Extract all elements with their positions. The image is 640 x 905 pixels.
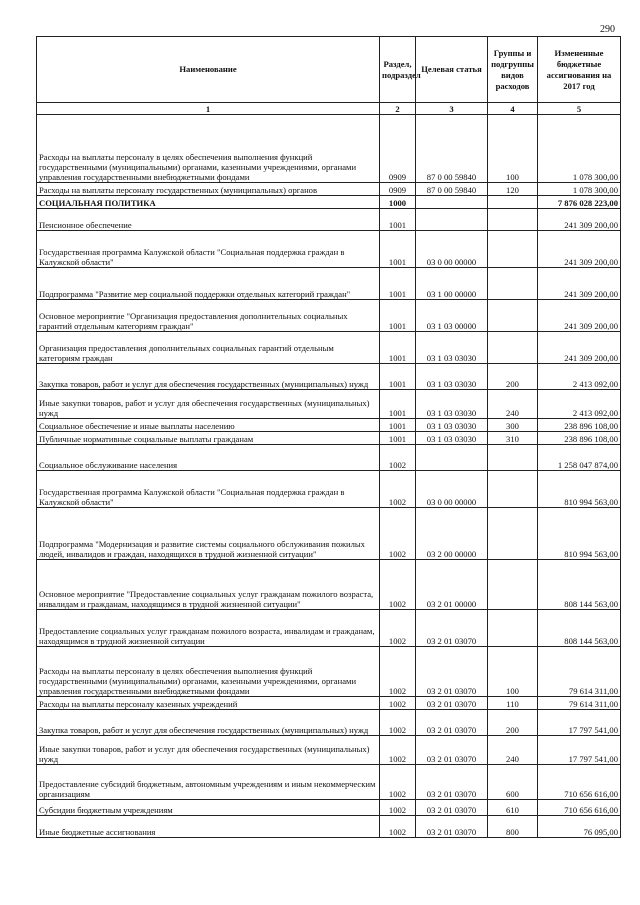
target-cell [416,209,488,231]
amount-cell: 79 614 311,00 [538,697,621,710]
amount-cell: 79 614 311,00 [538,647,621,697]
header-section: Раздел, подраздел [380,37,416,103]
name-cell: Предоставление социальных услуг гражданам пожилого возраста, инвалидам и гражданам, находящимся в трудной жизненной ситуации [37,610,380,647]
table-row [37,710,621,736]
name-cell: Основное мероприятие "Предоставление социальных услуг гражданам пожилого возраста, инвалидам и гражданам, находящимся в трудной жизненной ситуации" [37,560,380,610]
name-cell: Иные закупки товаров, работ и услуг для обеспечения государственных (муниципальных) нужд [37,736,380,765]
amount-cell: 2 413 092,00 [538,364,621,390]
amount-cell: 1 078 300,00 [538,183,621,196]
amount-cell: 17 797 541,00 [538,710,621,736]
target-cell: 03 2 00 00000 [416,508,488,560]
section-cell: 1002 [380,800,416,816]
column-number: 2 [380,103,416,115]
amount-cell: 7 876 028 223,00 [538,196,621,209]
group-cell: 610 [488,800,538,816]
table-row [37,816,621,838]
table-row [37,268,621,300]
table-row [37,196,621,209]
section-cell: 1002 [380,508,416,560]
amount-cell: 710 656 616,00 [538,765,621,800]
target-cell: 03 2 01 03070 [416,765,488,800]
group-cell [488,231,538,268]
section-cell: 1002 [380,471,416,508]
section-cell: 1002 [380,560,416,610]
amount-cell: 241 309 200,00 [538,231,621,268]
amount-cell: 238 896 108,00 [538,419,621,432]
name-cell: Субсидии бюджетным учреждениям [37,800,380,816]
name-cell: Расходы на выплаты персоналу в целях обеспечения выполнения функций государственными (муниципальными) органами, казенными учреждениями, органами управления государственными внебюджетными фондами [37,647,380,697]
group-cell: 200 [488,364,538,390]
section-cell: 1002 [380,736,416,765]
name-cell: Расходы на выплаты персоналу казенных учреждений [37,697,380,710]
table-row [37,736,621,765]
name-cell: Социальное обеспечение и иные выплаты населению [37,419,380,432]
group-cell [488,300,538,332]
target-cell: 03 0 00 00000 [416,231,488,268]
group-cell [488,445,538,471]
column-number: 3 [416,103,488,115]
group-cell [488,332,538,364]
target-cell: 03 1 03 00000 [416,300,488,332]
group-cell [488,268,538,300]
amount-cell: 810 994 563,00 [538,471,621,508]
section-cell: 1000 [380,196,416,209]
name-cell: Пенсионное обеспечение [37,209,380,231]
budget-table [36,36,621,838]
name-cell: СОЦИАЛЬНАЯ ПОЛИТИКА [37,196,380,209]
group-cell: 110 [488,697,538,710]
target-cell: 87 0 00 59840 [416,115,488,183]
amount-cell: 808 144 563,00 [538,610,621,647]
amount-cell: 2 413 092,00 [538,390,621,419]
group-cell: 600 [488,765,538,800]
target-cell: 03 2 01 03070 [416,710,488,736]
name-cell: Закупка товаров, работ и услуг для обеспечения государственных (муниципальных) нужд [37,710,380,736]
group-cell [488,196,538,209]
section-cell: 1001 [380,432,416,445]
group-cell [488,471,538,508]
name-cell: Публичные нормативные социальные выплаты гражданам [37,432,380,445]
amount-cell: 1 258 047 874,00 [538,445,621,471]
table-row [37,508,621,560]
amount-cell: 238 896 108,00 [538,432,621,445]
header-target: Целевая статья [416,37,488,103]
section-cell: 1001 [380,364,416,390]
section-cell: 1001 [380,419,416,432]
name-cell: Подпрограмма "Развитие мер социальной поддержки отдельных категорий граждан" [37,268,380,300]
table-row [37,231,621,268]
target-cell: 87 0 00 59840 [416,183,488,196]
target-cell: 03 1 03 03030 [416,390,488,419]
section-cell: 1001 [380,209,416,231]
amount-cell: 1 078 300,00 [538,115,621,183]
table-row [37,471,621,508]
table-row [37,364,621,390]
section-cell: 1001 [380,300,416,332]
name-cell: Организация предоставления дополнительных социальных гарантий отдельным категориям граждан [37,332,380,364]
table-row [37,560,621,610]
table-row [37,445,621,471]
table-row [37,332,621,364]
target-cell: 03 1 00 00000 [416,268,488,300]
page-number: 290 [600,24,615,35]
table-row [37,390,621,419]
target-cell: 03 1 03 03030 [416,419,488,432]
target-cell: 03 2 01 03070 [416,610,488,647]
section-cell: 1002 [380,765,416,800]
group-cell [488,610,538,647]
amount-cell: 808 144 563,00 [538,560,621,610]
group-cell [488,508,538,560]
section-cell: 1002 [380,445,416,471]
group-cell [488,209,538,231]
target-cell [416,445,488,471]
name-cell: Государственная программа Калужской области "Социальная поддержка граждан в Калужской области" [37,231,380,268]
section-cell: 1001 [380,268,416,300]
target-cell: 03 1 03 03030 [416,432,488,445]
target-cell: 03 2 01 03070 [416,697,488,710]
group-cell: 240 [488,736,538,765]
name-cell: Расходы на выплаты персоналу в целях обеспечения выполнения функций государственными (муниципальными) органами, казенными учреждениями, органами управления государственными внебюджетными фондами [37,115,380,183]
group-cell: 120 [488,183,538,196]
amount-cell: 241 309 200,00 [538,268,621,300]
table-body [37,115,621,838]
table-row [37,209,621,231]
table-row [37,115,621,183]
table-row [37,300,621,332]
amount-cell: 241 309 200,00 [538,332,621,364]
table-row [37,697,621,710]
header-row [37,37,621,103]
group-cell [488,560,538,610]
name-cell: Социальное обслуживание населения [37,445,380,471]
section-cell: 0909 [380,183,416,196]
name-cell: Иные бюджетные ассигнования [37,816,380,838]
table-row [37,800,621,816]
section-cell: 1002 [380,710,416,736]
column-number-row [37,103,621,115]
table-row [37,765,621,800]
name-cell: Иные закупки товаров, работ и услуг для обеспечения государственных (муниципальных) нужд [37,390,380,419]
target-cell: 03 0 00 00000 [416,471,488,508]
group-cell: 310 [488,432,538,445]
amount-cell: 710 656 616,00 [538,800,621,816]
amount-cell: 241 309 200,00 [538,209,621,231]
group-cell: 300 [488,419,538,432]
target-cell: 03 2 01 00000 [416,560,488,610]
header-amount: Измененные бюджетные ассигнования на 2017 год [538,37,621,103]
table-row [37,419,621,432]
section-cell: 1001 [380,231,416,268]
target-cell: 03 2 01 03070 [416,647,488,697]
target-cell: 03 2 01 03070 [416,736,488,765]
group-cell: 100 [488,115,538,183]
amount-cell: 241 309 200,00 [538,300,621,332]
section-cell: 1002 [380,816,416,838]
section-cell: 1002 [380,647,416,697]
group-cell: 240 [488,390,538,419]
column-number: 5 [538,103,621,115]
table-row [37,647,621,697]
column-number: 1 [37,103,380,115]
header-name: Наименование [37,37,380,103]
name-cell: Предоставление субсидий бюджетным, автономным учреждениям и иным некоммерческим организациям [37,765,380,800]
name-cell: Закупка товаров, работ и услуг для обеспечения государственных (муниципальных) нужд [37,364,380,390]
target-cell: 03 1 03 03030 [416,332,488,364]
target-cell: 03 2 01 03070 [416,816,488,838]
amount-cell: 76 095,00 [538,816,621,838]
target-cell: 03 2 01 03070 [416,800,488,816]
target-cell: 03 1 03 03030 [416,364,488,390]
target-cell [416,196,488,209]
section-cell: 1001 [380,390,416,419]
name-cell: Подпрограмма "Модернизация и развитие системы социального обслуживания пожилых людей, инвалидов и граждан, находящихся в трудной жизненной ситуации" [37,508,380,560]
group-cell: 800 [488,816,538,838]
table-row [37,610,621,647]
column-number: 4 [488,103,538,115]
name-cell: Государственная программа Калужской области "Социальная поддержка граждан в Калужской области" [37,471,380,508]
section-cell: 0909 [380,115,416,183]
table-row [37,183,621,196]
header-groups: Группы и подгруппы видов расходов [488,37,538,103]
table-row [37,432,621,445]
section-cell: 1002 [380,697,416,710]
section-cell: 1002 [380,610,416,647]
name-cell: Расходы на выплаты персоналу государственных (муниципальных) органов [37,183,380,196]
group-cell: 200 [488,710,538,736]
amount-cell: 810 994 563,00 [538,508,621,560]
group-cell: 100 [488,647,538,697]
section-cell: 1001 [380,332,416,364]
amount-cell: 17 797 541,00 [538,736,621,765]
name-cell: Основное мероприятие "Организация предоставления дополнительных социальных гарантий отдельным категориям граждан" [37,300,380,332]
